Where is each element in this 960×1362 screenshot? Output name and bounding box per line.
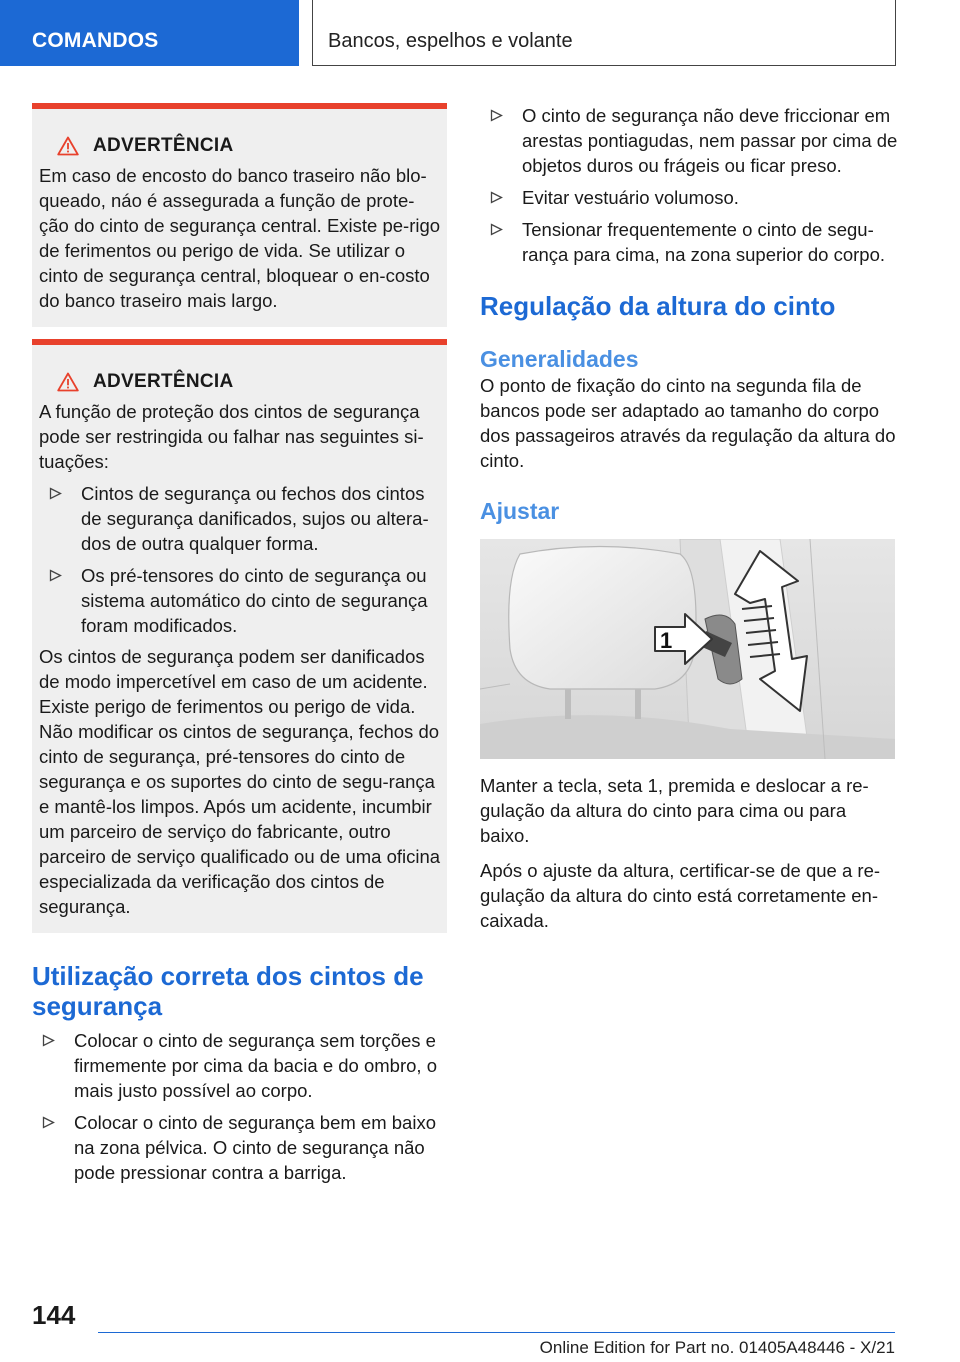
right-column <box>480 103 900 933</box>
warning-box <box>32 339 447 933</box>
adjust-heading: Ajustar <box>480 498 560 524</box>
list-item: Colocar o cinto de segurança bem em baixo na zona pélvica. O cinto de segurança não pode pressionar contra a barriga. <box>32 1110 447 1185</box>
belt-height-figure <box>480 539 895 759</box>
chapter-title: Bancos, espelhos e volante <box>312 0 896 66</box>
warning-triangle-icon <box>57 136 79 156</box>
triangle-bullet-icon <box>49 487 62 500</box>
warning-label: ADVERTÊNCIA <box>93 135 234 156</box>
warning-list <box>39 481 441 638</box>
adjust-text: Manter a tecla, seta 1, premida e deslocar a re-gulação da altura do cinto para cima ou para baixo. <box>480 775 869 846</box>
section-title: COMANDOS <box>0 0 299 66</box>
adjust-text: Após o ajuste da altura, certificar-se de que a re-gulação da altura do cinto está corretamente en-caixada. <box>480 860 881 931</box>
height-heading: Regulação da altura do cinto <box>480 291 836 321</box>
footer-edition: Online Edition for Part no. 01405A48446 - X/21 <box>539 1338 895 1357</box>
footer-divider <box>98 1332 895 1333</box>
general-heading: Generalidades <box>480 346 639 372</box>
usage-list <box>32 1028 447 1185</box>
page-header <box>0 0 960 66</box>
belt-height-illustration <box>480 539 895 759</box>
list-item: Tensionar frequentemente o cinto de segu-rança para cima, na zona superior do corpo. <box>480 217 900 267</box>
usage-list-continued <box>480 103 900 267</box>
warning-text: Os cintos de segurança podem ser danificados de modo impercetível em caso de um acidente. Existe perigo de ferimentos ou perigo de vida. Não modificar os cintos de segurança, fechos do cinto de segurança, pré-tensores do cinto de segurança e os suportes do cinto de segu-rança e mantê-los limpos. Após um acidente, incumbir um parceiro de serviço do fabricante, outro parceiro de serviço qualificado ou de uma oficina especializada da verificação dos cintos de segurança. <box>39 646 441 917</box>
triangle-bullet-icon <box>49 569 62 582</box>
warning-label: ADVERTÊNCIA <box>93 371 234 392</box>
list-item: O cinto de segurança não deve friccionar em arestas pontiagudas, nem passar por cima de objetos duros ou frágeis ou ficar preso. <box>480 103 900 178</box>
usage-heading: Utilização correta dos cintos de segurança <box>32 961 424 1021</box>
triangle-bullet-icon <box>42 1034 55 1047</box>
page-number: 144 <box>32 1300 76 1330</box>
warning-box <box>32 103 447 327</box>
arrow-label: 1 <box>660 628 673 653</box>
list-item: Evitar vestuário volumoso. <box>480 185 900 210</box>
warning-title <box>39 135 441 157</box>
left-column <box>32 103 447 1191</box>
triangle-bullet-icon <box>490 191 503 204</box>
warning-intro: A função de proteção dos cintos de segurança pode ser restringida ou falhar nas seguintes si-tuações: <box>39 401 424 472</box>
general-text: O ponto de fixação do cinto na segunda fila de bancos pode ser adaptado ao tamanho do corpo dos passageiros através da regulação da altura do cinto. <box>480 375 896 471</box>
triangle-bullet-icon <box>490 223 503 236</box>
list-item: Colocar o cinto de segurança sem torções e firmemente por cima da bacia e do ombro, o mais justo possível ao corpo. <box>32 1028 447 1103</box>
warning-text: Em caso de encosto do banco traseiro não blo-queado, náo é assegurada a função de prote-ção do cinto de segurança central. Existe pe-rigo de ferimentos ou perigo de vida. Se utilizar o cinto de segurança central, bloquear o en-costo do banco traseiro mais largo. <box>39 165 441 311</box>
warning-triangle-icon <box>57 372 79 392</box>
warning-title <box>39 371 441 393</box>
triangle-bullet-icon <box>490 109 503 122</box>
list-item: Cintos de segurança ou fechos dos cintos de segurança danificados, sujos ou altera-dos de outra qualquer forma. <box>39 481 441 556</box>
list-item: Os pré-tensores do cinto de segurança ou sistema automático do cinto de segurança foram modificados. <box>39 563 441 638</box>
triangle-bullet-icon <box>42 1116 55 1129</box>
